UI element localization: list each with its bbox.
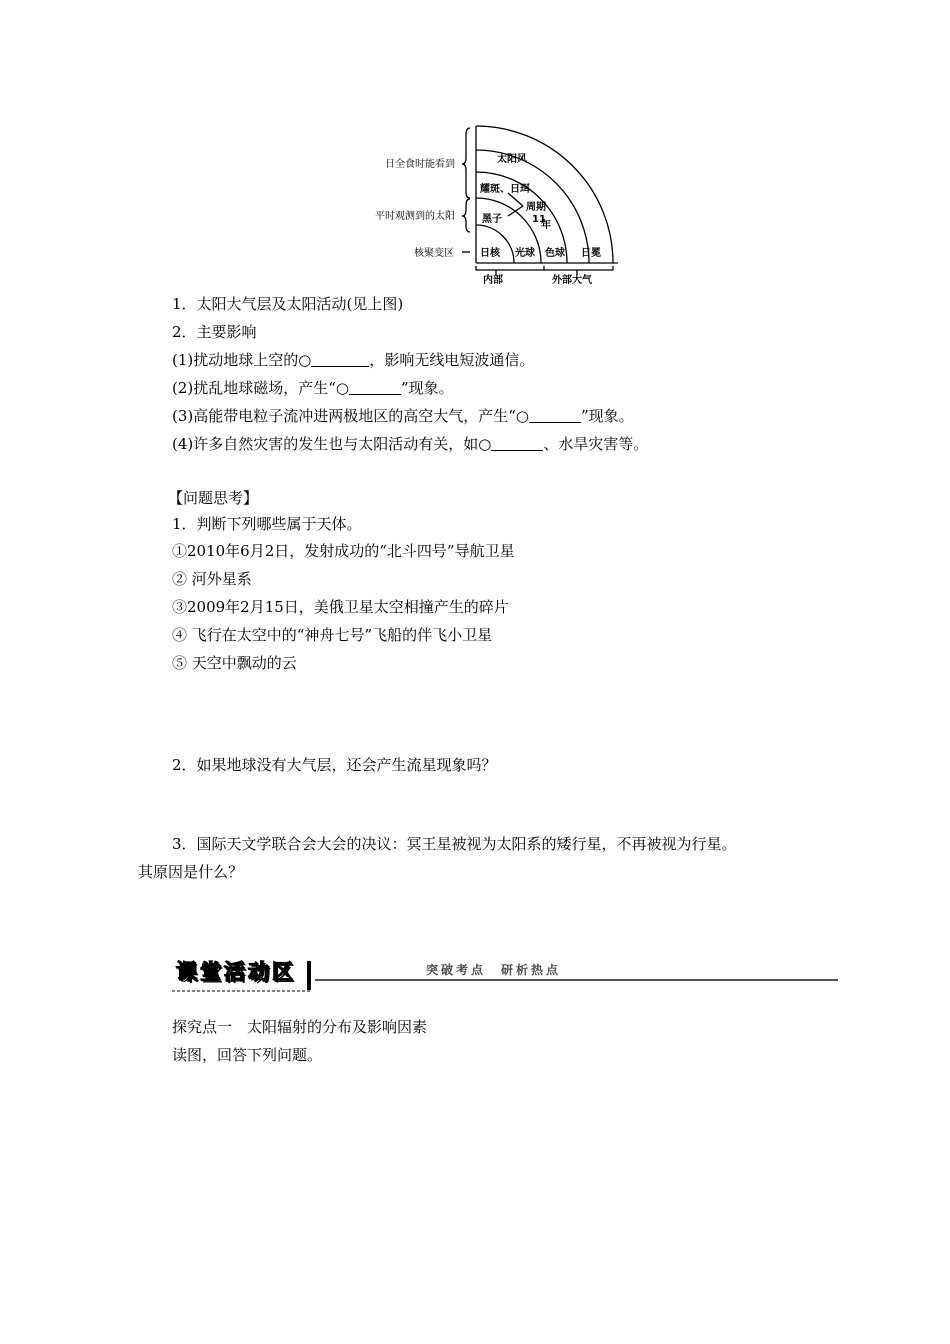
impact-item-2-pre: (2)扰乱地球磁场，产生“○ [172,379,350,397]
questions-heading: 【问题思考】 [168,489,259,507]
impact-item-4-post: 、水旱灾害等。 [543,435,649,453]
option-2: ② 河外星系 [172,570,252,588]
label-period: 周期 [526,202,546,213]
explore-title: 探究点一 太阳辐射的分布及影响因素 [172,1018,428,1036]
option-4: ④ 飞行在太空中的“神舟七号”飞船的伴飞小卫星 [172,626,493,644]
question-3-line-1: 3．国际天文学联合会大会的决议：冥王星被视为太阳系的矮行星，不再被视为行星。 [172,835,737,853]
answer-blank-3[interactable] [529,408,581,423]
question-1: 1．判断下列哪些属于天体。 [172,515,362,533]
answer-blank-2[interactable] [349,380,401,395]
explore-instruction: 读图，回答下列问题。 [172,1046,323,1064]
banner-title: 课堂活动区 [176,960,296,984]
question-3-line-2: 其原因是什么？ [138,863,244,881]
option-1: ①2010年6月2日，发射成功的“北斗四号”导航卫星 [172,542,515,560]
impact-item-2 [172,378,454,398]
impact-item-1 [172,350,534,370]
label-period-number: 11 [532,214,546,225]
label-period-year: 年 [541,220,551,231]
label-inner: 内部 [483,275,503,286]
answer-blank-1[interactable] [311,352,369,367]
impact-item-2-post: ”现象。 [401,379,454,397]
impact-item-4-pre: (4)许多自然灾害的发生也与太阳活动有关，如○ [172,435,492,453]
option-3: ③2009年2月15日，美俄卫星太空相撞产生的碎片 [172,598,509,616]
question-2: 2．如果地球没有大气层，还会产生流星现象吗？ [172,756,497,774]
impact-item-4 [172,434,648,454]
impact-item-3 [172,406,634,426]
impact-item-1-post: ，影响无线电短波通信。 [369,351,535,369]
impact-item-3-pre: (3)高能带电粒子流冲进两极地区的高空大气，产生“○ [172,407,530,425]
label-fusion: 核聚变区 [414,248,454,259]
text-line-2: 2．主要影响 [172,323,257,341]
sun-structure-figure [0,0,950,300]
banner-subtitle: 突破考点 研析热点 [426,963,562,977]
label-solar-wind: 太阳风 [497,154,527,165]
label-chromosphere: 色球 [545,248,565,259]
answer-blank-4[interactable] [491,436,543,451]
text-line-1: 1．太阳大气层及太阳活动(见上图) [172,295,404,313]
label-flare: 耀斑、日珥 [480,184,530,195]
label-core: 日核 [480,248,500,259]
label-photosphere: 光球 [515,248,535,259]
impact-item-1-pre: (1)扰动地球上空的○ [172,351,312,369]
label-normal: 平时观测到的太阳 [375,211,455,222]
label-sunspot: 黑子 [482,214,502,225]
option-5: ⑤ 天空中飘动的云 [172,654,297,672]
label-eclipse: 日全食时能看到 [385,159,455,170]
label-outer-atmosphere: 外部大气 [552,275,592,286]
label-corona: 日冕 [581,248,601,259]
impact-item-3-post: ”现象。 [581,407,634,425]
